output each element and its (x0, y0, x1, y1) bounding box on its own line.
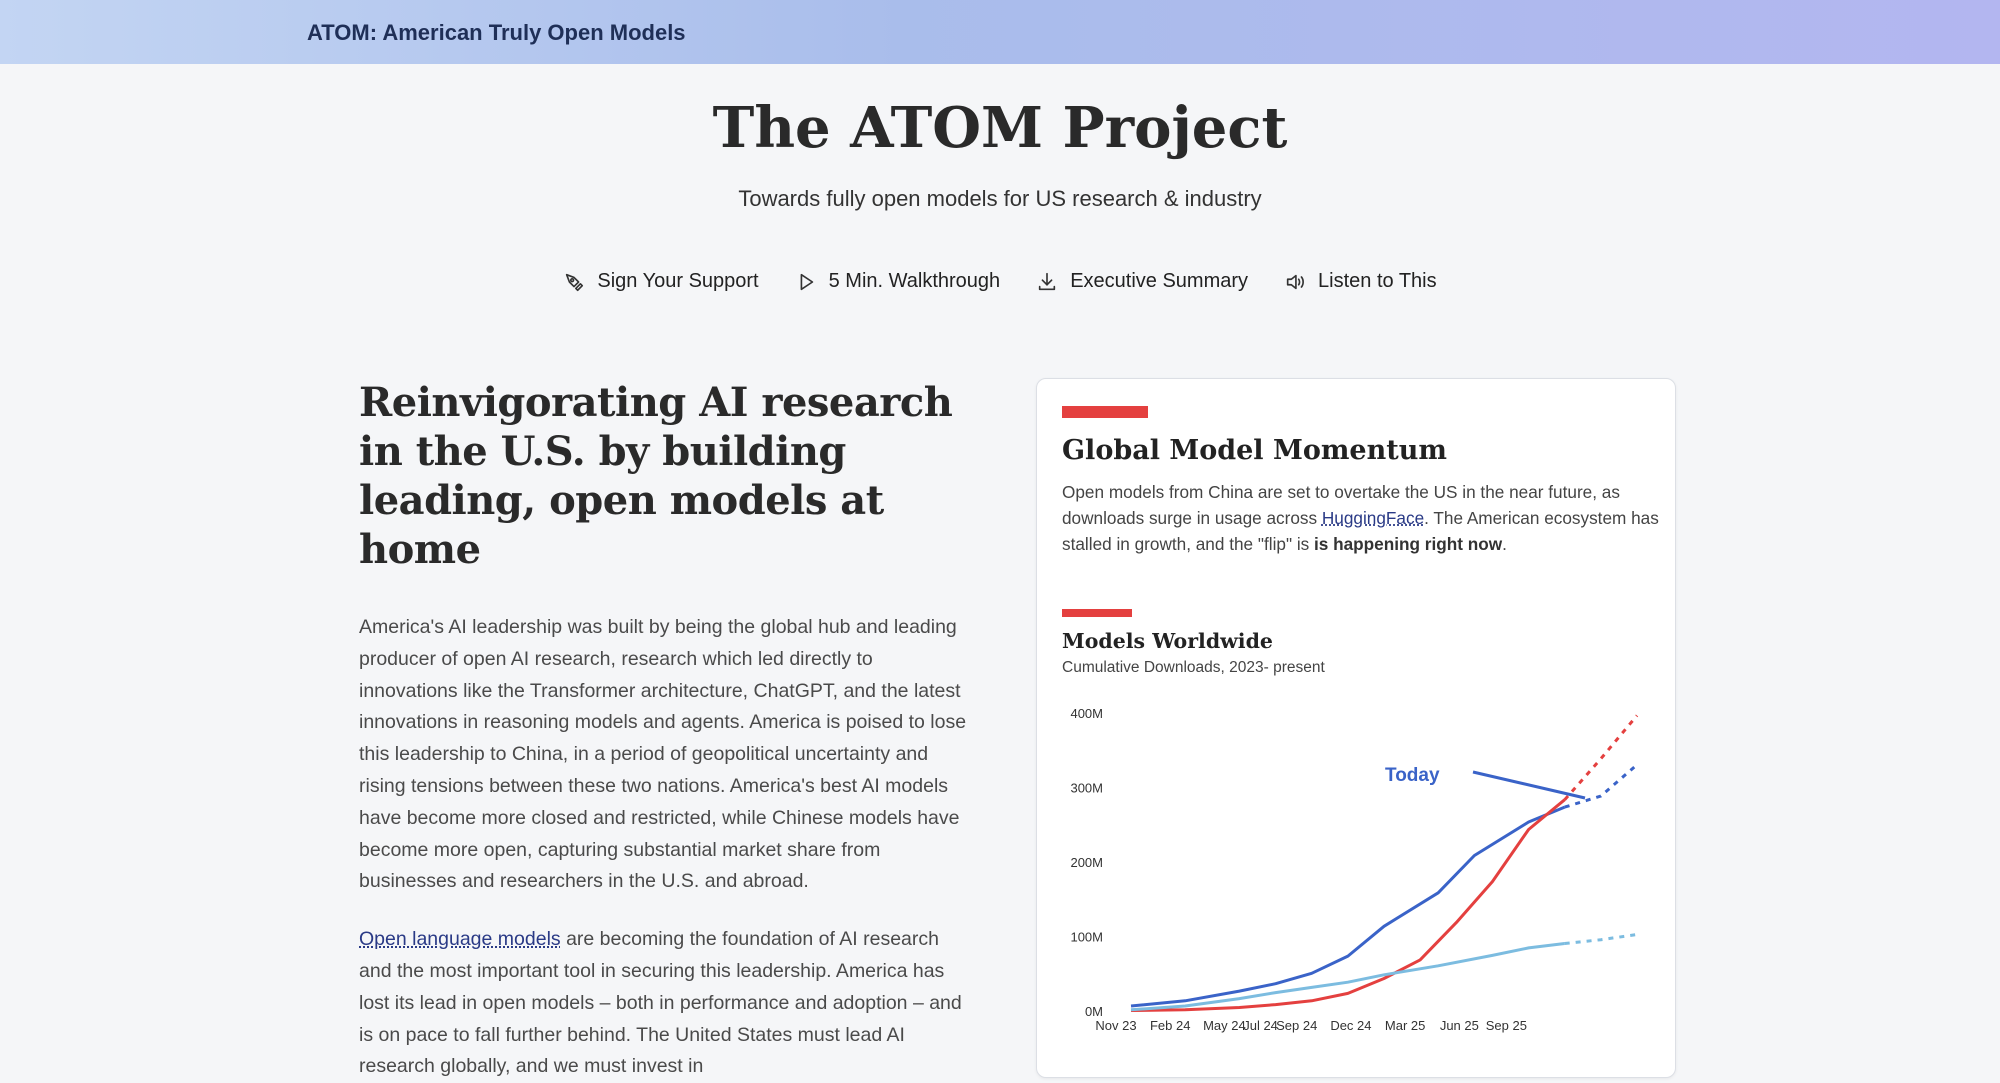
today-pointer-line (1473, 772, 1585, 798)
intro-paragraph-2-text: are becoming the foundation of AI research and the most important tool in securing this leadership. America has lost its lead in open models – both in performance and adoption – and is on pace to fall further behind. The United States must lead AI research globally, and we must invest in (359, 928, 962, 1078)
top-bar (0, 0, 2000, 64)
speaker-icon (1284, 271, 1306, 293)
chart-caption: Cumulative Downloads, 2023- present (1062, 659, 1325, 676)
x-tick-label: May 24 (1203, 1018, 1246, 1033)
card-desc-part1: Open models from China are set to overtake the US in the near future, as downloads surge in usage across (1062, 482, 1620, 528)
series-line-2 (1131, 800, 1565, 1011)
y-tick-label: 0M (1084, 1004, 1103, 1019)
y-tick-label: 200M (1070, 855, 1103, 870)
x-tick-label: Sep 25 (1485, 1018, 1527, 1033)
x-tick-label: Mar 25 (1384, 1018, 1426, 1033)
momentum-card (1036, 378, 1676, 1078)
sign-support-label: Sign Your Support (597, 270, 759, 292)
page-title: The ATOM Project (712, 95, 1288, 161)
x-tick-label: Feb 24 (1149, 1018, 1191, 1033)
y-tick-label: 400M (1070, 706, 1103, 721)
intro-paragraph-1: America's AI leadership was built by being the global hub and leading producer of open AI research, research which led directly to innovations like the Transformer architecture, ChatGPT, and the latest innovations in reasoning models and agents. America is poised to lose this leadership to China, in a period of geopolitical uncertainty and rising tensions between these two nations. America's best AI models have become more closed and restricted, while Chinese models have become more open, capturing substantial market share from businesses and researchers in the U.S. and abroad. (359, 616, 967, 893)
site-brand[interactable]: ATOM: American Truly Open Models (307, 20, 686, 45)
listen-button[interactable] (1284, 270, 1437, 293)
executive-summary-button[interactable] (1036, 270, 1248, 293)
chart-accent-bar (1062, 609, 1132, 617)
card-desc-emphasis: is happening right now (1314, 534, 1503, 554)
card-desc-end: . (1502, 534, 1507, 554)
today-annotation: Today (1385, 765, 1440, 786)
series-projection-1 (1565, 765, 1637, 807)
play-icon (795, 271, 817, 293)
card-desc-part2: . The American ecosystem has stalled in growth, and the "flip" is (1062, 508, 1659, 554)
x-tick-label: Sep 24 (1276, 1018, 1318, 1033)
open-language-models-link[interactable]: Open language models (359, 928, 561, 951)
downloads-chart (1037, 679, 1677, 1039)
chart-title: Models Worldwide (1062, 629, 1273, 653)
intro-heading: Reinvigorating AI research in the U.S. by building leading, open models at home (359, 379, 953, 573)
page-subtitle: Towards fully open models for US research & industry (738, 186, 1262, 211)
x-tick-label: Dec 24 (1330, 1018, 1372, 1033)
x-tick-label: Jun 25 (1439, 1018, 1479, 1033)
series-projection-2 (1565, 716, 1637, 800)
download-icon (1036, 271, 1058, 293)
walkthrough-button[interactable] (795, 270, 1001, 293)
y-tick-label: 300M (1070, 780, 1103, 796)
action-bar (0, 270, 2000, 293)
intro-paragraph-2 (359, 924, 969, 1083)
series-line-1 (1131, 807, 1565, 1006)
signature-pen-icon (563, 271, 585, 293)
series-projection-3 (1565, 935, 1637, 944)
y-tick-label: 100M (1070, 929, 1103, 945)
sign-support-button[interactable] (563, 270, 758, 293)
x-tick-label: Nov 23 (1095, 1018, 1137, 1033)
card-description (1062, 479, 1662, 557)
x-tick-label: Jul 24 (1243, 1018, 1278, 1033)
card-title: Global Model Momentum (1062, 435, 1447, 466)
huggingface-link[interactable]: HuggingFace (1321, 508, 1425, 528)
listen-label: Listen to This (1318, 270, 1437, 292)
walkthrough-label: 5 Min. Walkthrough (828, 270, 1001, 292)
card-accent-bar (1062, 406, 1148, 418)
intro-section (359, 378, 969, 1083)
executive-summary-label: Executive Summary (1070, 270, 1249, 292)
